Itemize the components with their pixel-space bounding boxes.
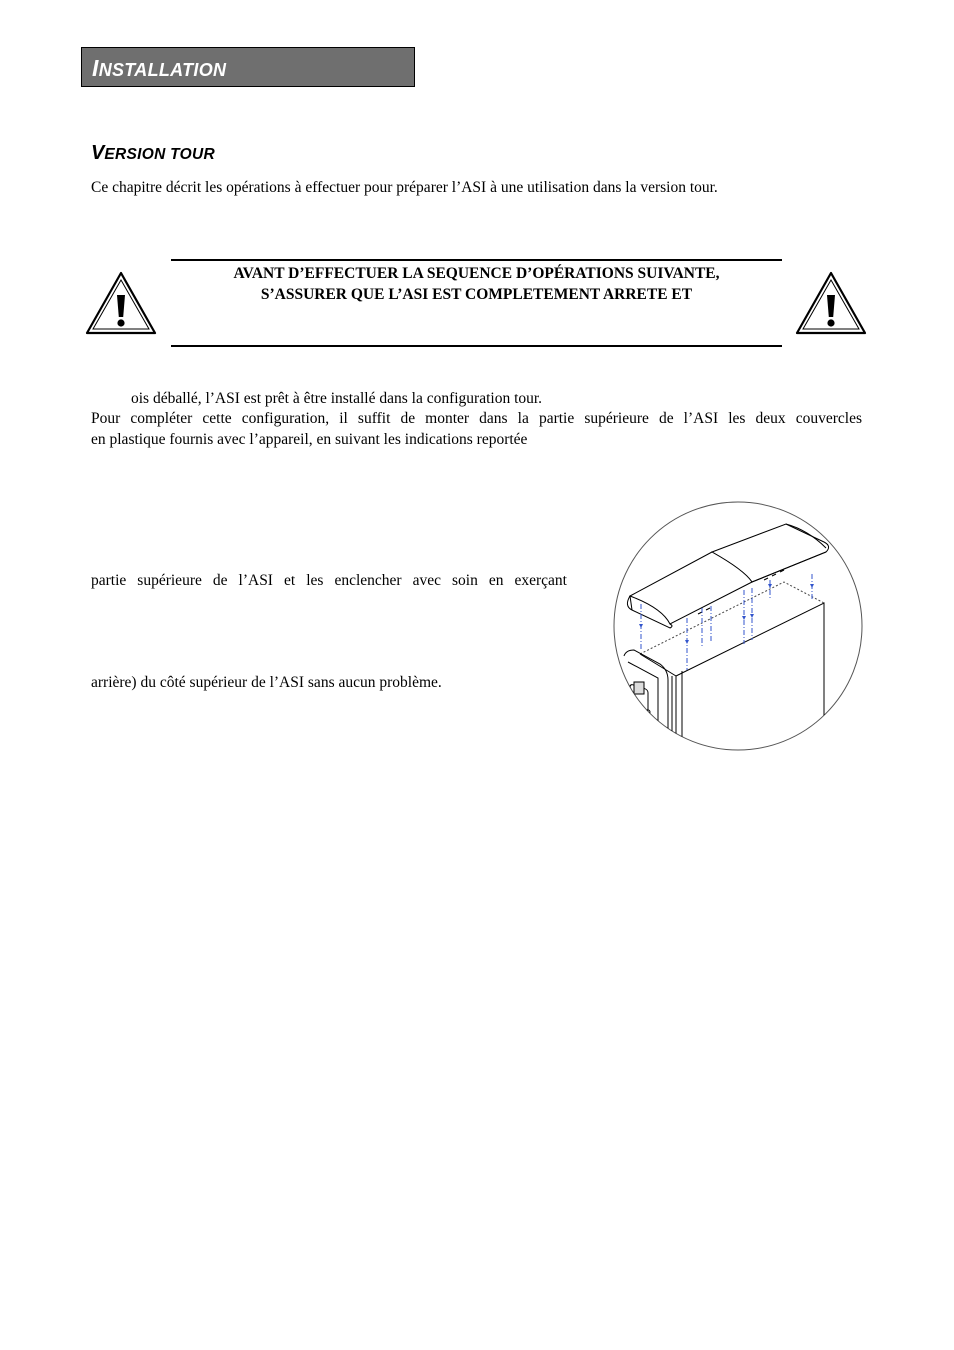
chapter-heading-box: [81, 47, 415, 87]
warning-triangle-icon: [85, 271, 157, 335]
section-title: [91, 141, 215, 167]
body-line-2: Pour compléter cette configuration, il suffit de monter dans la partie supérieure de l’ASI les deux couvercles: [91, 410, 862, 427]
warning-triangle-icon: [795, 271, 867, 335]
ups-cover-installation-figure: [612, 500, 864, 752]
body-line-3: en plastique fournis avec l’appareil, en suivant les indications reportée: [91, 431, 528, 448]
chapter-title-rest: NSTALLATION: [98, 60, 227, 80]
section-title-rest: ERSION TOUR: [104, 146, 216, 163]
step-line-2: arrière) du côté supérieur de l’ASI sans aucun problème.: [91, 674, 442, 691]
warning-line-1: AVANT D’EFFECTUER LA SEQUENCE D’OPÉRATIONS SUIVANTE,: [233, 265, 720, 282]
warning-line-2: S’ASSURER QUE L’ASI EST COMPLETEMENT ARRETE ET: [260, 286, 693, 303]
step-line-1: partie supérieure de l’ASI et les enclencher avec soin en exerçant: [91, 572, 567, 589]
body-line-1: ois déballé, l’ASI est prêt à être installé dans la configuration tour.: [131, 390, 543, 407]
warning-top-rule: [171, 259, 782, 261]
chapter-title: [92, 55, 226, 83]
chapter-title-initial: I: [92, 55, 99, 81]
warning-bottom-rule: [171, 345, 782, 347]
section-title-initial: V: [91, 142, 105, 164]
intro-paragraph: Ce chapitre décrit les opérations à effectuer pour préparer l’ASI à une utilisation dans la version tour.: [91, 179, 718, 196]
warning-text: [171, 263, 782, 305]
